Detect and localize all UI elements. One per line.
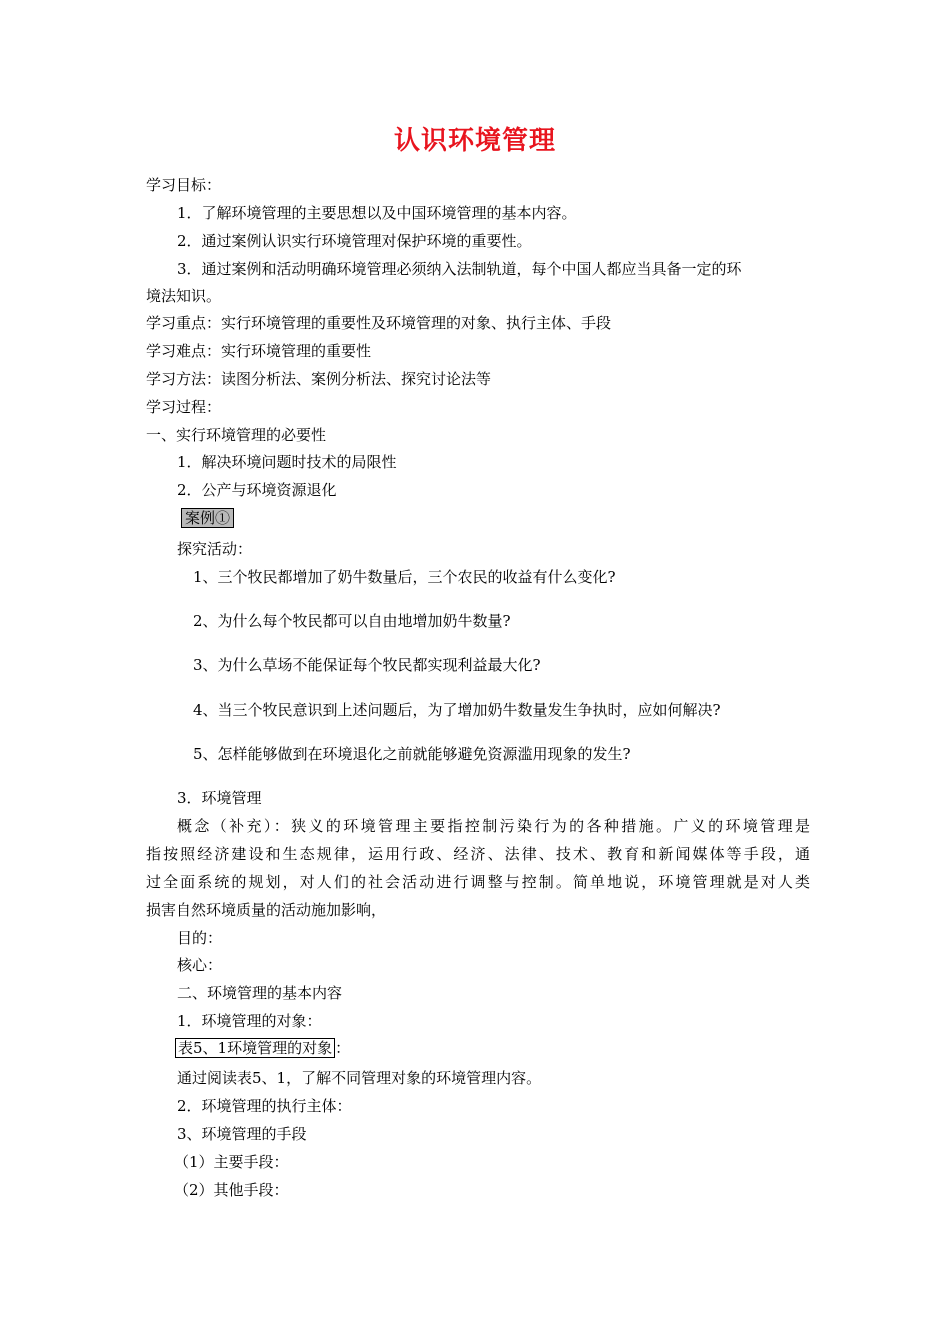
concept-line-1: 概念（补充）：狭义的环境管理主要指控制污染行为的各种措施。广义的环境管理是: [177, 817, 810, 835]
question-2: 2、为什么每个牧民都可以自由地增加奶牛数量?: [193, 612, 511, 630]
methods: 学习方法：读图分析法、案例分析法、探究讨论法等: [146, 370, 492, 388]
question-4: 4、当三个牧民意识到上述问题后，为了增加奶牛数量发生争执时，应如何解决?: [193, 701, 721, 719]
objective-item-2: 2．通过案例认识实行环境管理对保护环境的重要性。: [177, 232, 532, 250]
case-tag: 案例①: [181, 508, 234, 528]
process-heading: 学习过程：: [146, 398, 222, 416]
means-other: （2）其他手段：: [174, 1181, 289, 1199]
section1-item-1: 1．解决环境问题时技术的局限性: [177, 453, 397, 471]
objectives-heading: 学习目标：: [146, 176, 222, 194]
means-main: （1）主要手段：: [174, 1153, 289, 1171]
concept-line-4: 损害自然环境质量的活动施加影响，: [146, 901, 387, 919]
objective-item-1: 1．了解环境管理的主要思想以及中国环境管理的基本内容。: [177, 204, 577, 222]
section2-item-1: 1．环境管理的对象：: [177, 1012, 322, 1030]
core-label: 核心：: [177, 956, 223, 974]
page-title: 认识环境管理: [393, 126, 556, 156]
concept-line-3: 过全面系统的规划，对人们的社会活动进行调整与控制。简单地说，环境管理就是对人类: [146, 873, 810, 891]
case-tag-wrapper: [181, 508, 234, 528]
table-tag-suffix: ：: [335, 1039, 351, 1057]
section1-item-2: 2．公产与环境资源退化: [177, 481, 337, 499]
section2-item-3: 3、环境管理的手段: [177, 1125, 307, 1143]
section2-heading: 二、环境管理的基本内容: [177, 984, 343, 1002]
question-3: 3、为什么草场不能保证每个牧民都实现利益最大化?: [193, 656, 541, 674]
section2-item-2: 2．环境管理的执行主体：: [177, 1097, 352, 1115]
activity-heading: 探究活动：: [177, 540, 253, 558]
objective-item-3: 3．通过案例和活动明确环境管理必须纳入法制轨道，每个中国人都应当具备一定的环: [177, 260, 742, 278]
table-tag: 表5、1环境管理的对象: [175, 1038, 335, 1058]
section1-item-3: 3．环境管理: [177, 789, 262, 807]
key-points: 学习重点：实行环境管理的重要性及环境管理的对象、执行主体、手段: [146, 314, 612, 332]
read-note: 通过阅读表5、1，了解不同管理对象的环境管理内容。: [177, 1069, 542, 1087]
section1-heading: 一、实行环境管理的必要性: [146, 426, 327, 444]
purpose-label: 目的：: [177, 929, 223, 947]
difficulty: 学习难点：实行环境管理的重要性: [146, 342, 372, 360]
question-5: 5、怎样能够做到在环境退化之前就能够避免资源滥用现象的发生?: [193, 745, 631, 763]
question-1: 1、三个牧民都增加了奶牛数量后，三个农民的收益有什么变化?: [193, 568, 616, 586]
objective-item-3-continued: 境法知识。: [146, 287, 222, 305]
concept-line-2: 指按照经济建设和生态规律，运用行政、经济、法律、技术、教育和新闻媒体等手段，通: [146, 845, 810, 863]
table-reference: [175, 1038, 350, 1058]
